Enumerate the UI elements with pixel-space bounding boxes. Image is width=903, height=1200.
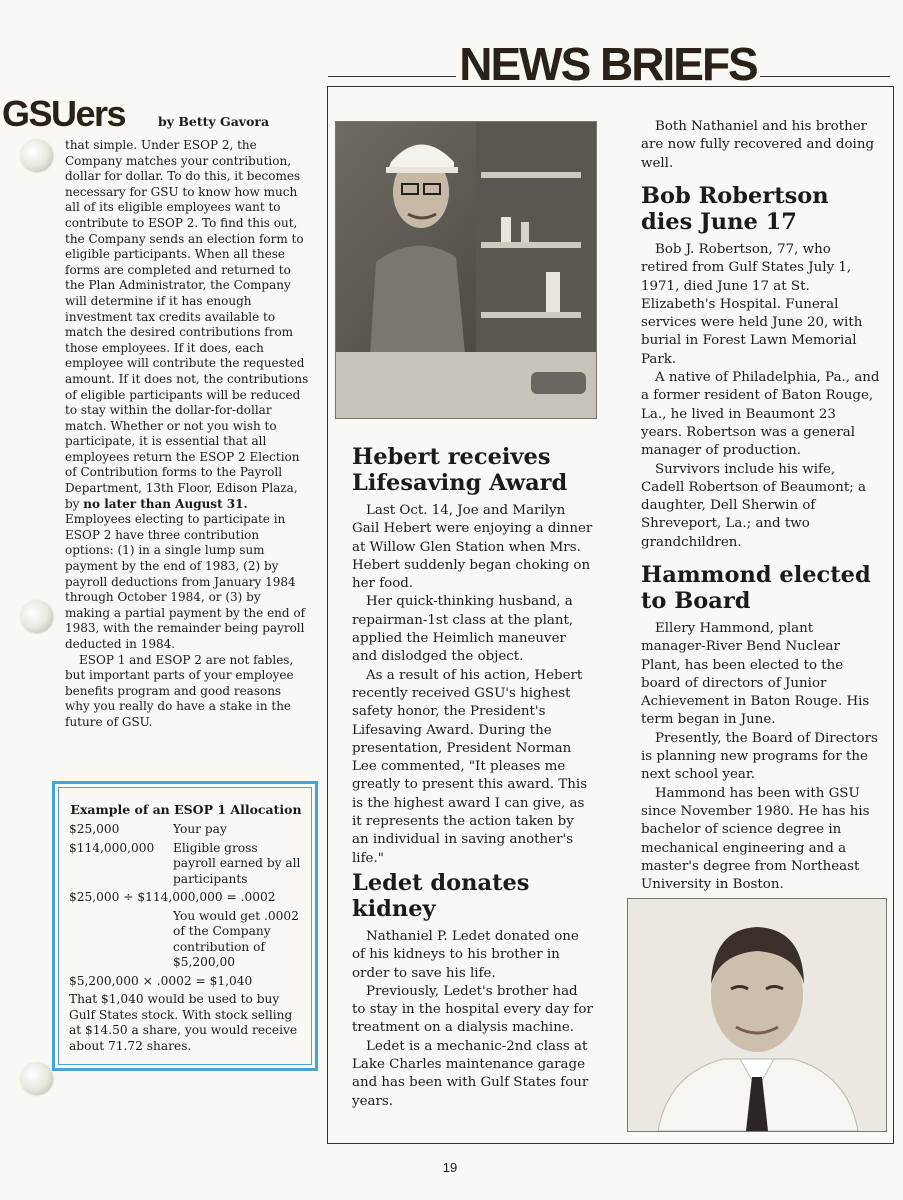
hammond-headline: Hammond elected to Board (641, 562, 871, 614)
hebert-paragraph: As a result of his action, Hebert recently received GSU's highest safety honor, the President's Lifesaving Award. During the presentation, President Norman Lee commented, "It pleases me greatly to present this award. This is the highest award I can give, as it represents the action taken by an individual in saving another's life." (352, 667, 588, 866)
robertson-paragraph: Bob J. Robertson, 77, who retired from Gulf States July 1, 1971, died June 17 at St. Elizabeth's Hospital. Funeral services were held June 20, with burial in Forest Lawn Memorial Park. (641, 242, 863, 367)
deadline-emphasis: no later than August 31. (83, 496, 248, 511)
left-paragraph-2: ESOP 1 and ESOP 2 are not fables, but important parts of your employee benefits program and good reasons why you really do have a stake in the future of GSU. (65, 652, 294, 729)
robertson-paragraph: Survivors include his wife, Cadell Robertson of Beaumont; a daughter, Dell Sherwin of Shreveport, La.; and two grandchildren. (641, 461, 866, 550)
masthead-rule-left (328, 76, 456, 77)
masthead-rule-right (760, 76, 890, 77)
masthead-title: NEWS BRIEFS (459, 38, 757, 90)
column-title: GSUers (2, 93, 126, 134)
hebert-paragraph: Last Oct. 14, Joe and Marilyn Gail Hebert were enjoying a dinner at Willow Glen Station when Mrs. Hebert suddenly began choking on her food. (352, 503, 593, 592)
robertson-paragraph: A native of Philadelphia, Pa., and a former resident of Baton Rouge, La., he lived in Beaumont 23 years. Robertson was a general manager of production. (641, 370, 880, 459)
page-number: 19 (442, 1160, 458, 1175)
ledet-headline: Ledet donates kidney (352, 870, 530, 922)
ledet-paragraph: Previously, Ledet's brother had to stay in the hospital every day for treatment on a dialysis machine. (352, 983, 593, 1036)
example-calc-1: $25,000 ÷ $114,000,000 = .0002 (69, 890, 276, 904)
byline: by Betty Gavora (158, 114, 270, 129)
hebert-body (352, 502, 594, 868)
hebert-photo (335, 121, 597, 419)
example-title: Example of an ESOP 1 Allocation (70, 802, 302, 817)
binder-hole-top (20, 139, 52, 171)
example-row-payroll: $114,000,000 Eligible gross payroll earned by all participants (69, 840, 301, 886)
binder-hole-bottom (20, 1062, 52, 1094)
robertson-headline: Bob Robertson dies June 17 (641, 183, 829, 235)
ledet-paragraph: Ledet is a mechanic-2nd class at Lake Charles maintenance garage and has been with Gulf States four years. (352, 1038, 589, 1109)
example-row-pay: $25,000 Your pay (69, 822, 227, 836)
example-box (52, 781, 318, 1071)
example-conclusion: That $1,040 would be used to buy Gulf States stock. With stock selling at $14.50 a share, you would receive about 71.72 shares. (69, 992, 298, 1053)
hammond-paragraph: Ellery Hammond, plant manager-River Bend Nuclear Plant, has been elected to the board of directors of Junior Achievement in Baton Rouge. His term began in June. (641, 621, 870, 728)
hebert-headline: Hebert receives Lifesaving Award (352, 444, 568, 496)
left-paragraph-1: that simple. Under ESOP 2, the Company matches your contribution, dollar for dollar. To do this, it becomes necessary for GSU to know how much all of its eligible employees want to contribute to ESOP 2. To find this out, the Company sends an election form to eligible participants. When all these forms are completed and returned to the Plan Administrator, the Company will determine if it has enough investment tax credits available to match the desired contributions from those employees. If it does, each employee will contribute the requested amount. If it does not, the contributions of eligible participants will be reduced to stay within the dollar-for-dollar match. Whether or not you wish to participate, it is essential that all employees return the ESOP 2 Election of Contribution forms to the Payroll Department, 13th Floor, Edison Plaza, by no later than August 31. Employees electing to participate in ESOP 2 have three contribution options: (1) in a single lump sum payment by the end of 1983, (2) by payroll deductions from January 1984 through October 1984, or (3) by making a partial payment by the end of 1983, with the remainder being payroll deducted in 1984. (65, 138, 309, 651)
robertson-body (641, 241, 881, 552)
example-calc-2: $5,200,000 × .0002 = $1,040 (69, 973, 253, 988)
example-result-1: You would get .0002 of the Company contribution of $5,200,00 (173, 908, 299, 969)
hammond-paragraph: Presently, the Board of Directors is planning new programs for the next school year. (641, 730, 878, 783)
ledet-continued (641, 118, 881, 173)
ledet-paragraph: Nathaniel P. Ledet donated one of his kidneys to his brother in order to save his life. (352, 929, 579, 981)
hebert-paragraph: Her quick-thinking husband, a repairman-1st class at the plant, applied the Heimlich maneuver and dislodged the object. (352, 594, 574, 665)
left-column-text (65, 138, 309, 731)
ledet-body (352, 928, 594, 1111)
ledet-continued-paragraph: Both Nathaniel and his brother are now fully recovered and doing well. (641, 119, 875, 171)
binder-hole-middle (20, 600, 52, 632)
hammond-body (641, 620, 881, 894)
hammond-paragraph: Hammond has been with GSU since November 1980. He has his bachelor of science degree in mechanical engineering and a master's degree from Northeast University in Boston. (641, 785, 870, 893)
hammond-photo (627, 898, 887, 1132)
